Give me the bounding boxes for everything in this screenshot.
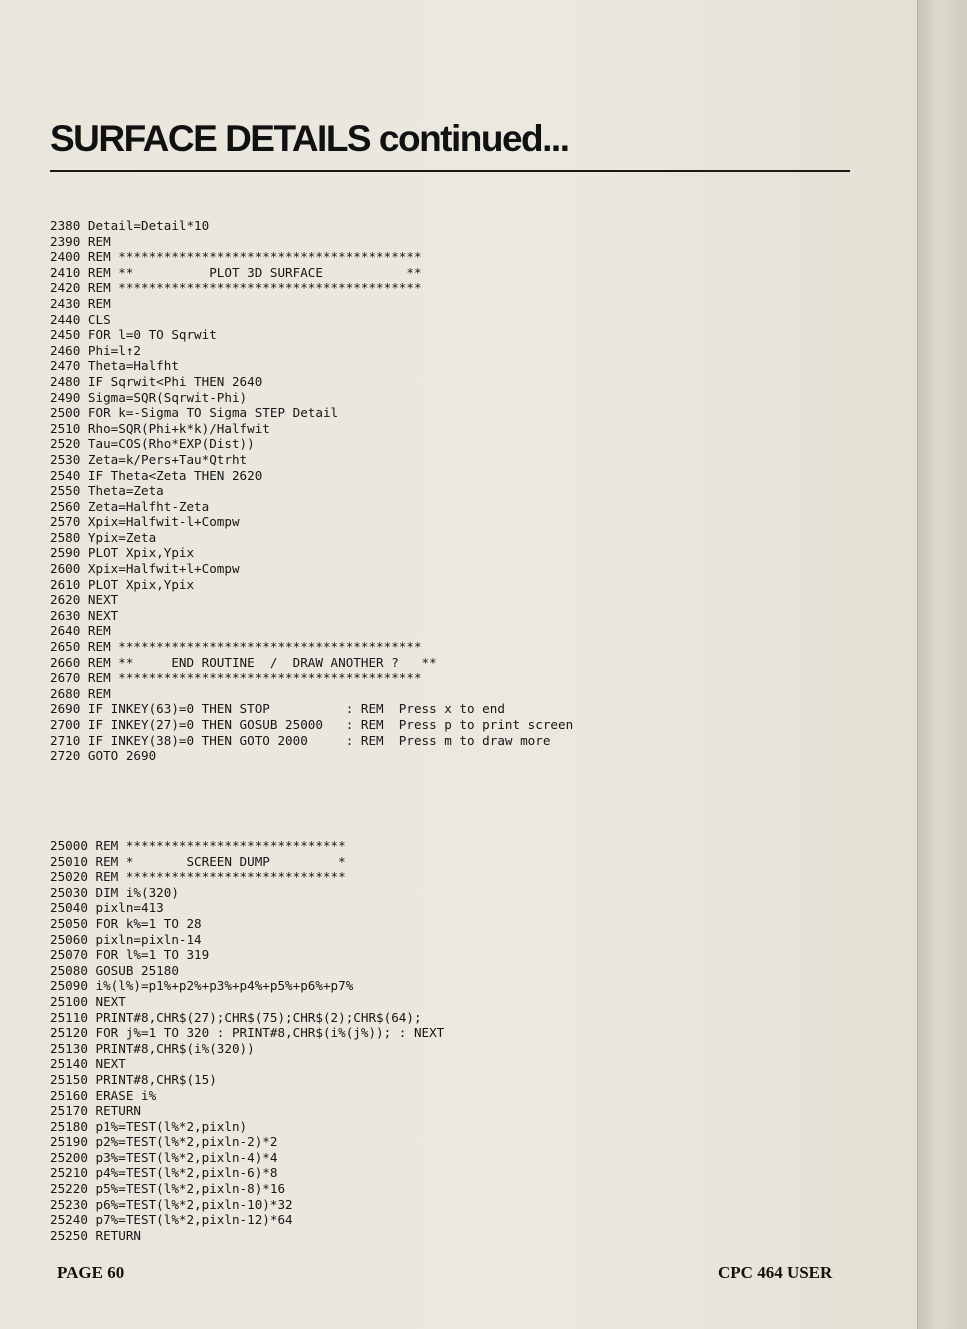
code-line: 25010 REM * SCREEN DUMP * [50, 853, 346, 869]
code-line: 2510 Rho=SQR(Phi+k*k)/Halfwit [50, 420, 270, 436]
code-line: 25140 NEXT [50, 1056, 126, 1072]
code-line: 25200 p3%=TEST(l%*2,pixln-4)*4 [50, 1149, 278, 1165]
code-line: 25020 REM ***************************** [50, 869, 346, 885]
page-number: PAGE 60 [57, 1263, 125, 1282]
code-line: 25190 p2%=TEST(l%*2,pixln-2)*2 [50, 1134, 278, 1150]
code-line: 25250 RETURN [50, 1227, 141, 1243]
code-line: 2460 Phi=l↑2 [50, 342, 141, 358]
code-line: 2420 REM **************************************** [50, 280, 422, 296]
code-line: 2650 REM **************************************** [50, 639, 422, 655]
page-title: SURFACE DETAILS continued... [50, 118, 569, 159]
code-line: 25070 FOR l%=1 TO 319 [50, 947, 210, 963]
code-line: 25150 PRINT#8,CHR$(15) [50, 1071, 217, 1087]
code-line: 2710 IF INKEY(38)=0 THEN GOTO 2000 : REM Press m to draw more [50, 732, 551, 748]
code-line: 2580 Ypix=Zeta [50, 529, 157, 545]
code-line: 2500 FOR k=-Sigma TO Sigma STEP Detail [50, 405, 339, 421]
code-line: 2400 REM **************************************** [50, 249, 422, 265]
code-line: 2620 NEXT [50, 592, 119, 608]
code-line: 25180 p1%=TEST(l%*2,pixln) [50, 1118, 248, 1134]
code-line: 2390 REM [50, 233, 111, 249]
code-line: 25120 FOR j%=1 TO 320 : PRINT#8,CHR$(i%(j%)); : NEXT [50, 1025, 445, 1041]
code-line: 2380 Detail=Detail*10 [50, 218, 210, 233]
code-line: 25170 RETURN [50, 1103, 141, 1119]
code-line: 2720 GOTO 2690 [50, 748, 157, 764]
code-line: 2450 FOR l=0 TO Sqrwit [50, 327, 217, 343]
code-line: 2480 IF Sqrwit<Phi THEN 2640 [50, 373, 263, 389]
code-line: 2440 CLS [50, 311, 111, 327]
code-line: 2700 IF INKEY(27)=0 THEN GOSUB 25000 : REM Press p to print screen [50, 717, 574, 732]
code-line: 2490 Sigma=SQR(Sqrwit-Phi) [50, 389, 248, 405]
code-line: 25060 pixln=pixln-14 [50, 931, 202, 947]
code-line: 25210 p4%=TEST(l%*2,pixln-6)*8 [50, 1165, 278, 1181]
code-line: 25220 p5%=TEST(l%*2,pixln-8)*16 [50, 1181, 286, 1197]
code-line: 2530 Zeta=k/Pers+Tau*Qtrht [50, 451, 248, 467]
code-line: 2590 PLOT Xpix,Ypix [50, 545, 195, 561]
code-line: 2600 Xpix=Halfwit+l+Compw [50, 561, 240, 577]
code-line: 2630 NEXT [50, 607, 119, 623]
title-rule [50, 170, 850, 172]
code-listing-plot-surface [50, 218, 573, 764]
code-line: 25110 PRINT#8,CHR$(27);CHR$(75);CHR$(2);CHR$(64); [50, 1009, 422, 1025]
magazine-name: CPC 464 USER [718, 1263, 833, 1282]
code-line: 2520 Tau=COS(Rho*EXP(Dist)) [50, 436, 255, 452]
code-line: 2670 REM **************************************** [50, 670, 422, 686]
code-line: 2570 Xpix=Halfwit-l+Compw [50, 514, 240, 530]
code-line: 2680 REM [50, 685, 111, 701]
code-line: 25160 ERASE i% [50, 1087, 157, 1103]
code-line: 25000 REM ***************************** [50, 838, 346, 853]
code-line: 2560 Zeta=Halfht-Zeta [50, 498, 210, 514]
code-line: 2660 REM ** END ROUTINE / DRAW ANOTHER ? ** [50, 654, 437, 670]
code-line: 2540 IF Theta<Zeta THEN 2620 [50, 467, 263, 483]
code-line: 25040 pixln=413 [50, 900, 164, 916]
code-line: 25240 p7%=TEST(l%*2,pixln-12)*64 [50, 1212, 293, 1228]
page-spine-edge [917, 0, 967, 1329]
code-line: 2550 Theta=Zeta [50, 483, 164, 499]
code-line: 2610 PLOT Xpix,Ypix [50, 576, 195, 592]
code-line: 2430 REM [50, 295, 111, 311]
code-listing-screen-dump [50, 838, 444, 1243]
code-line: 2640 REM [50, 623, 111, 639]
code-line: 25090 i%(l%)=p1%+p2%+p3%+p4%+p5%+p6%+p7% [50, 978, 354, 994]
code-line: 25130 PRINT#8,CHR$(i%(320)) [50, 1040, 255, 1056]
code-line: 25080 GOSUB 25180 [50, 962, 179, 978]
code-line: 25230 p6%=TEST(l%*2,pixln-10)*32 [50, 1196, 293, 1212]
code-line: 25100 NEXT [50, 993, 126, 1009]
code-line: 2470 Theta=Halfht [50, 358, 179, 374]
code-line: 2690 IF INKEY(63)=0 THEN STOP : REM Press x to end [50, 701, 505, 717]
code-line: 2410 REM ** PLOT 3D SURFACE ** [50, 264, 422, 280]
code-line: 25050 FOR k%=1 TO 28 [50, 915, 202, 931]
code-line: 25030 DIM i%(320) [50, 884, 179, 900]
